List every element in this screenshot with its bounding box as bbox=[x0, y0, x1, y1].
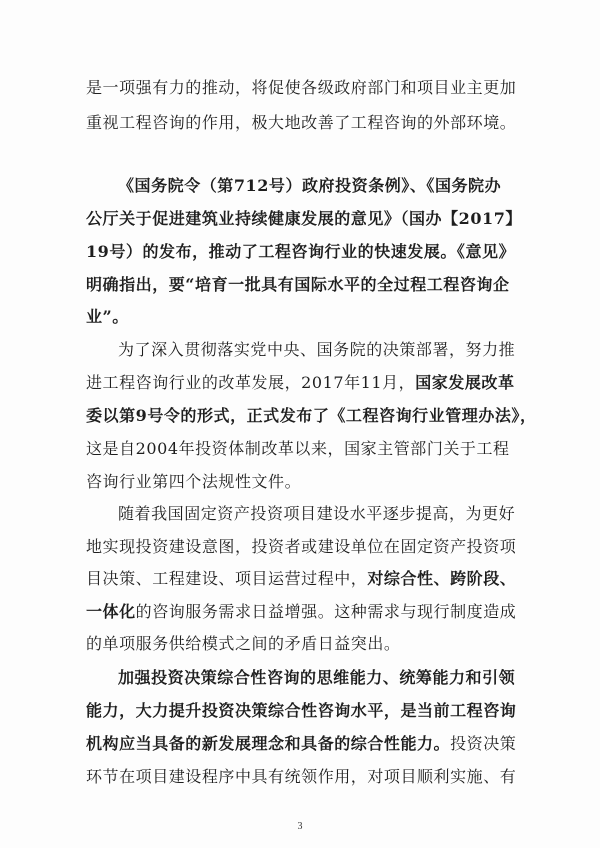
text-run: 的咨询服务需求日益增强。这种需求与现行制度造成 bbox=[135, 602, 517, 621]
paragraph-line bbox=[86, 373, 515, 393]
text-run: 一体化 bbox=[86, 602, 136, 621]
text-run: 的单项服务供给模式之间的矛盾日益突出。 bbox=[86, 634, 401, 653]
text-run: 环节在项目建设程序中具有统领作用，对项目顺利实施、有 bbox=[86, 767, 517, 786]
paragraph-line bbox=[86, 113, 516, 133]
paragraph-line bbox=[86, 734, 516, 754]
text-run: 《国务院令（第712号）政府投资条例》、《国务院办 bbox=[118, 176, 502, 195]
text-run: 地实现投资建设意图，投资者或建设单位在固定资产投资项 bbox=[86, 537, 517, 556]
paragraph-line bbox=[118, 340, 515, 360]
paragraph-line bbox=[86, 307, 129, 327]
paragraph-line bbox=[118, 176, 501, 196]
paragraph-line bbox=[118, 504, 515, 524]
text-run: 能力，大力提升投资决策综合性咨询水平，是当前工程咨询 bbox=[86, 701, 517, 720]
page-number: 3 bbox=[297, 821, 303, 832]
text-run: 业”。 bbox=[86, 307, 129, 326]
text-run: 重视工程咨询的作用，极大地改善了工程咨询的外部环境。 bbox=[86, 113, 517, 132]
paragraph-line bbox=[86, 569, 516, 589]
paragraph-line bbox=[86, 634, 400, 654]
text-run: 19号）的发布，推动了工程咨询行业的快速发展。《意见》 bbox=[86, 242, 516, 261]
text-run: 目决策、工程建设、项目运营过程中， bbox=[86, 569, 368, 588]
paragraph-line bbox=[86, 537, 516, 557]
text-run: 委以第9号令的形式，正式发布了《工程咨询行业管理办法》， bbox=[86, 406, 537, 425]
text-run: 这是自2004年投资体制改革以来，国家主管部门关于工程 bbox=[86, 439, 510, 458]
text-run: 进工程咨询行业的改革发展，2017年11月， bbox=[86, 373, 416, 392]
text-run: 随着我国固定资产投资项目建设水平逐步提高，为更好 bbox=[118, 504, 516, 523]
text-run: 为了深入贯彻落实党中央、国务院的决策部署，努力推 bbox=[118, 340, 516, 359]
paragraph-line bbox=[118, 668, 515, 688]
text-run: 加强投资决策综合性咨询的思维能力、统筹能力和引领 bbox=[118, 668, 516, 687]
text-run: 投资决策 bbox=[450, 734, 517, 753]
text-run: 对综合性、跨阶段、 bbox=[367, 569, 517, 588]
text-run: 机构应当具备的新发展理念和具备的综合性能力。 bbox=[86, 734, 451, 753]
paragraph-line bbox=[86, 78, 516, 98]
paragraph-line bbox=[86, 406, 537, 426]
paragraph-line bbox=[86, 767, 516, 787]
text-run: 明确指出，要“培育一批具有国际水平的全过程工程咨询企 bbox=[86, 275, 510, 294]
paragraph-line bbox=[86, 209, 522, 229]
paragraph-line bbox=[86, 602, 516, 622]
text-run: 是一项强有力的推动，将促使各级政府部门和项目业主更加 bbox=[86, 78, 517, 97]
text-run: 国家发展改革 bbox=[415, 373, 515, 392]
text-run: 咨询行业第四个法规性文件。 bbox=[86, 472, 302, 491]
paragraph-line bbox=[86, 472, 301, 492]
paragraph-line bbox=[86, 701, 516, 721]
paragraph-line bbox=[86, 242, 515, 262]
paragraph-line bbox=[86, 275, 510, 295]
text-run: 公厅关于促进建筑业持续健康发展的意见》（国办【2017】 bbox=[86, 209, 522, 228]
paragraph-line bbox=[86, 439, 510, 459]
